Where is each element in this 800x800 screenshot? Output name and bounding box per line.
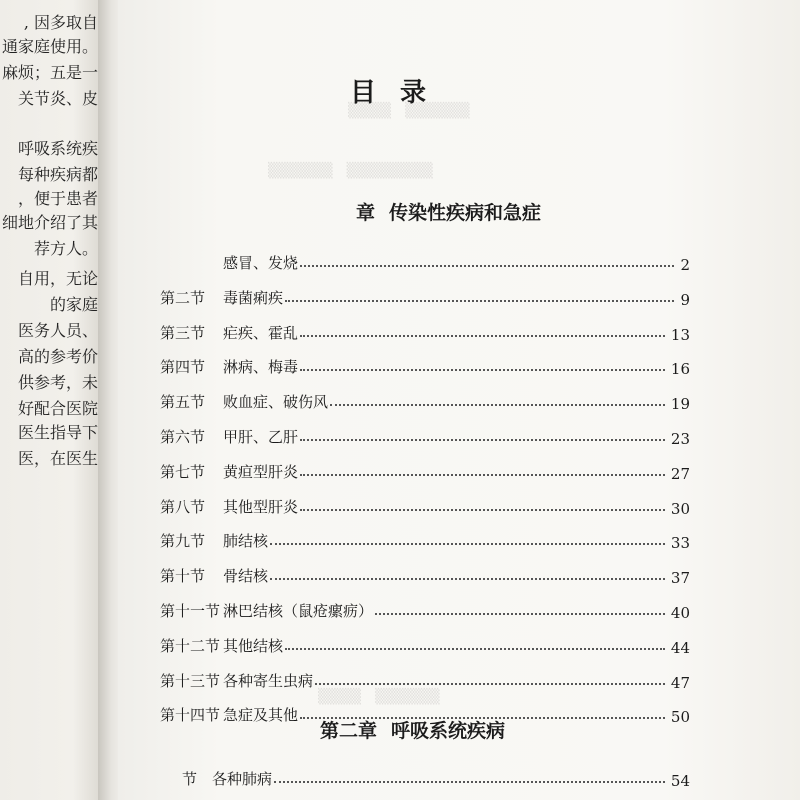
left-text-line: 自用，无论 [17, 269, 98, 288]
section-title: 肺结核 [223, 532, 269, 551]
page-number: 23 [670, 430, 690, 448]
chapter-title: 呼吸系统疾病 [391, 720, 506, 742]
page-number: 40 [670, 604, 690, 622]
toc-entry [160, 322, 690, 344]
left-text-line: 关节炎、皮 [17, 89, 98, 108]
section-title: 淋病、梅毒 [223, 358, 299, 377]
section-number: 第九节 [160, 532, 206, 551]
left-text-line: 好配合医院 [17, 399, 98, 418]
show-through-text: ▒▒▒▒ ▒▒▒▒▒▒ [348, 103, 470, 119]
dot-leader [330, 404, 665, 406]
left-text-line: 医生指导下 [17, 423, 98, 442]
toc-entry [160, 670, 690, 692]
section-number: 第七节 [160, 462, 206, 481]
section-title: 各种肺病 [212, 770, 273, 788]
section-title: 黄疸型肝炎 [223, 462, 299, 481]
dot-leader [300, 335, 665, 337]
left-text-line: 荐方人。 [33, 239, 98, 258]
show-through-text: ▒▒▒▒▒▒ ▒▒▒▒▒▒▒▒ [268, 163, 433, 179]
left-text-line: 麻烦；五是一 [1, 63, 98, 82]
toc-entry [160, 530, 690, 552]
page-number: 30 [670, 499, 690, 518]
left-text-line: , 因多取自 [23, 13, 98, 32]
page-number: 19 [670, 395, 690, 414]
page-number: 27 [670, 464, 690, 483]
page-number: 9 [680, 290, 690, 309]
dot-leader [285, 648, 665, 650]
dot-leader [375, 613, 665, 615]
section-title: 败血症、破伤风 [223, 393, 329, 412]
section-number: 第四节 [160, 358, 206, 377]
section-number: 第八节 [160, 497, 206, 516]
chapter-number: 第二章 [320, 720, 378, 742]
section-title: 其他型肝炎 [223, 497, 299, 516]
page-number: 44 [670, 638, 690, 657]
left-text-line: 医，在医生 [17, 449, 98, 468]
section-number: 第十三节 [160, 671, 221, 690]
dot-leader [300, 265, 674, 267]
section-title: 甲肝、乙肝 [223, 428, 299, 446]
section-title: 各种寄生虫病 [223, 671, 314, 690]
toc-entry [160, 252, 690, 274]
page-number: 54 [670, 772, 690, 790]
section-number: 第五节 [160, 393, 206, 412]
section-number: 第十一节 [160, 602, 221, 620]
left-page [0, 0, 104, 800]
toc-entry [160, 391, 690, 413]
show-through-text: ▒▒▒▒ ▒▒▒▒▒▒ [318, 689, 440, 705]
toc-entry [160, 426, 690, 448]
page-title: 目录 [349, 78, 451, 108]
left-text-line: ，便于患者 [17, 189, 98, 208]
left-text-line: 医务人员、 [17, 321, 98, 340]
section-number: 第二节 [160, 288, 206, 307]
section-number: 第三节 [160, 323, 206, 342]
section-number: 节 [182, 770, 198, 788]
section-title: 其他结核 [223, 636, 284, 655]
section-title: 毒菌痢疾 [223, 288, 284, 307]
section-number: 第十四节 [160, 706, 221, 725]
section-number: 第六节 [160, 428, 206, 446]
dot-leader [300, 509, 665, 511]
toc-entry [160, 356, 690, 378]
page-number: 13 [670, 325, 690, 344]
toc-entry [160, 565, 690, 587]
chapter-heading [320, 716, 505, 743]
toc-entry [182, 768, 690, 790]
chapter-title: 传染性疾病和急症 [389, 202, 542, 224]
dot-leader [300, 474, 665, 476]
dot-leader [300, 439, 665, 441]
left-text-line: 通家庭使用。 [1, 37, 98, 56]
toc-entry [160, 600, 690, 622]
dot-leader [300, 369, 665, 371]
page-number: 37 [670, 569, 690, 588]
dot-leader [270, 578, 665, 580]
toc-entry [160, 287, 690, 309]
left-text-line: 细地介绍了其 [1, 213, 98, 232]
dot-leader [274, 781, 665, 783]
section-title: 骨结核 [223, 567, 269, 586]
section-number: 第十节 [160, 567, 206, 586]
page-number: 47 [670, 673, 690, 692]
left-text-line: 供参考，未 [17, 373, 98, 392]
dot-leader [285, 300, 674, 302]
page-number: 50 [670, 708, 690, 727]
left-text-line: 高的参考价 [17, 347, 98, 366]
dot-leader [315, 683, 665, 685]
dot-leader [270, 543, 665, 545]
page-number: 33 [670, 534, 690, 553]
toc-entry [160, 496, 690, 518]
toc-entry [160, 635, 690, 657]
page-number: 16 [670, 360, 690, 379]
left-text-line: 呼吸系统疾 [17, 139, 98, 158]
left-text-line: 每种疾病都 [17, 165, 98, 184]
page-number: 2 [680, 256, 690, 274]
chapter-number: 章 [356, 202, 376, 224]
section-title: 疟疾、霍乱 [223, 323, 299, 342]
section-title: 急症及其他 [223, 706, 299, 725]
section-number: 第十二节 [160, 636, 221, 655]
section-title: 淋巴结核（鼠疮瘰疬） [223, 602, 374, 620]
toc-entry [160, 461, 690, 483]
section-title: 感冒、发烧 [223, 254, 299, 272]
left-text-line: 的家庭 [49, 295, 98, 314]
chapter-heading [356, 198, 541, 225]
